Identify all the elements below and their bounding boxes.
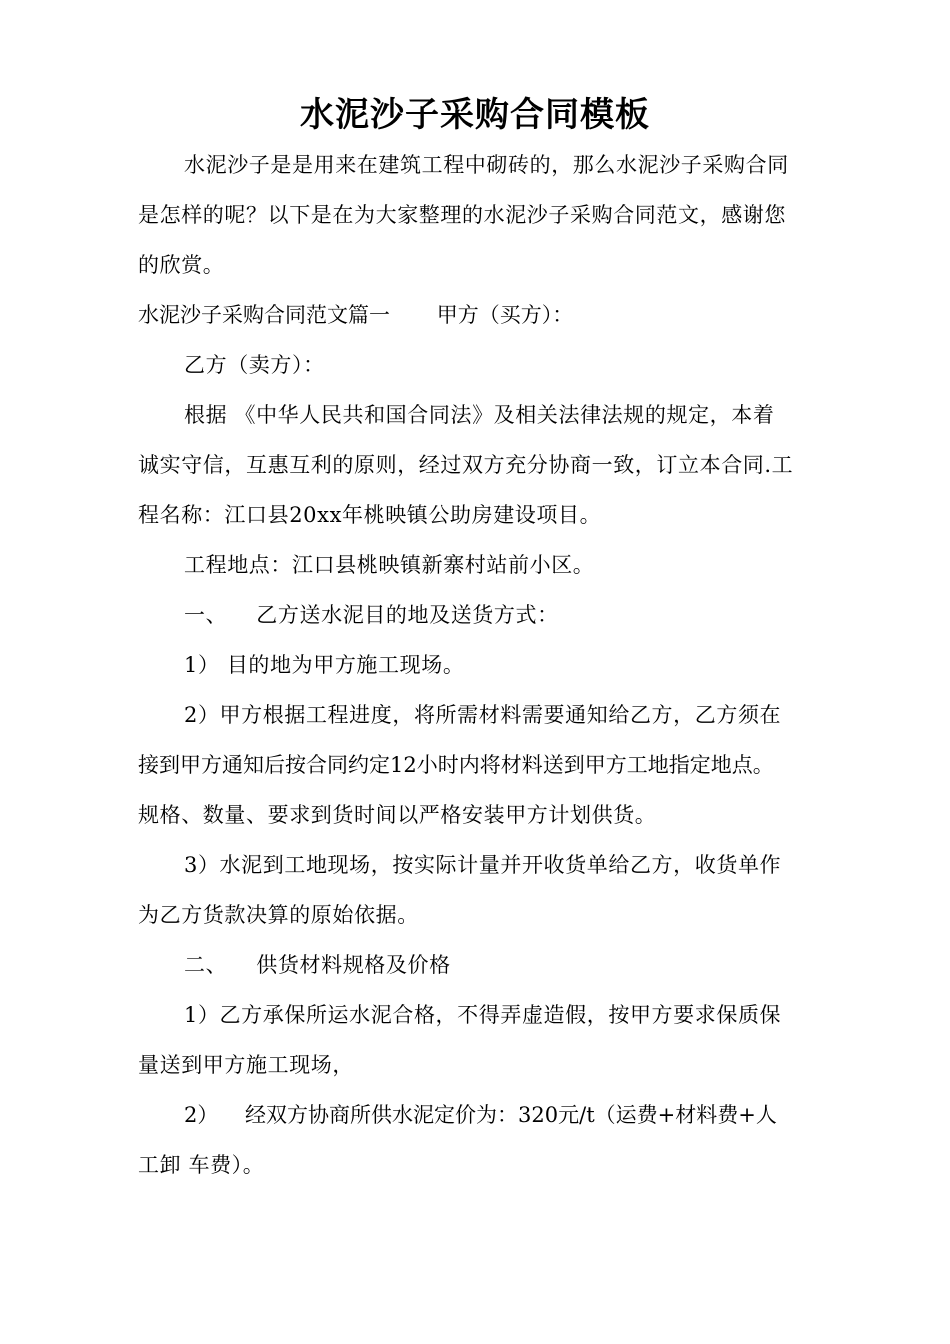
paragraph-line: 水泥沙子是是用来在建筑工程中砌砖的，那么水泥沙子采购合同 — [184, 153, 789, 177]
paragraph-line: 接到甲方通知后按合同约定12小时内将材料送到甲方工地指定地点。 — [138, 753, 774, 777]
paragraph-line: 根据 《中华人民共和国合同法》及相关法律法规的规定，本着 — [184, 403, 775, 427]
paragraph-line: 规格、数量、要求到货时间以严格安装甲方计划供货。 — [138, 803, 657, 827]
paragraph-line: 为乙方货款决算的原始依据。 — [138, 903, 419, 927]
paragraph-line: 2）甲方根据工程进度，将所需材料需要通知给乙方，乙方须在 — [184, 703, 782, 727]
paragraph-line: 诚实守信，互惠互利的原则，经过双方充分协商一致，订立本合同.工 — [138, 453, 794, 477]
document-title: 水泥沙子采购合同模板 — [300, 95, 650, 135]
paragraph-line: 1） 目的地为甲方施工现场。 — [184, 653, 465, 677]
paragraph-line: 乙方（卖方）： — [184, 353, 325, 377]
paragraph-line: 1）乙方承保所运水泥合格，不得弄虚造假，按甲方要求保质保 — [184, 1003, 782, 1027]
paragraph-line: 3）水泥到工地现场，按实际计量并开收货单给乙方，收货单作 — [184, 853, 782, 877]
paragraph-line: 水泥沙子采购合同范文篇一 甲方（买方）： — [138, 303, 574, 327]
paragraph-line: 的欣赏。 — [138, 253, 225, 277]
paragraph-line: 量送到甲方施工现场， — [138, 1053, 354, 1077]
paragraph-line: 2） 经双方协商所供水泥定价为：320元/t（运费+材料费+人 — [184, 1103, 777, 1127]
paragraph-line: 是怎样的呢？以下是在为大家整理的水泥沙子采购合同范文，感谢您 — [138, 203, 786, 227]
paragraph-line: 工卸 车费）。 — [138, 1153, 265, 1177]
paragraph-line: 工程地点：江口县桃映镇新寨村站前小区。 — [184, 553, 595, 577]
paragraph-line: 二、 供货材料规格及价格 — [184, 953, 451, 977]
paragraph-line: 程名称：江口县20xx年桃映镇公助房建设项目。 — [138, 503, 602, 527]
paragraph-line: 一、 乙方送水泥目的地及送货方式： — [184, 603, 559, 627]
